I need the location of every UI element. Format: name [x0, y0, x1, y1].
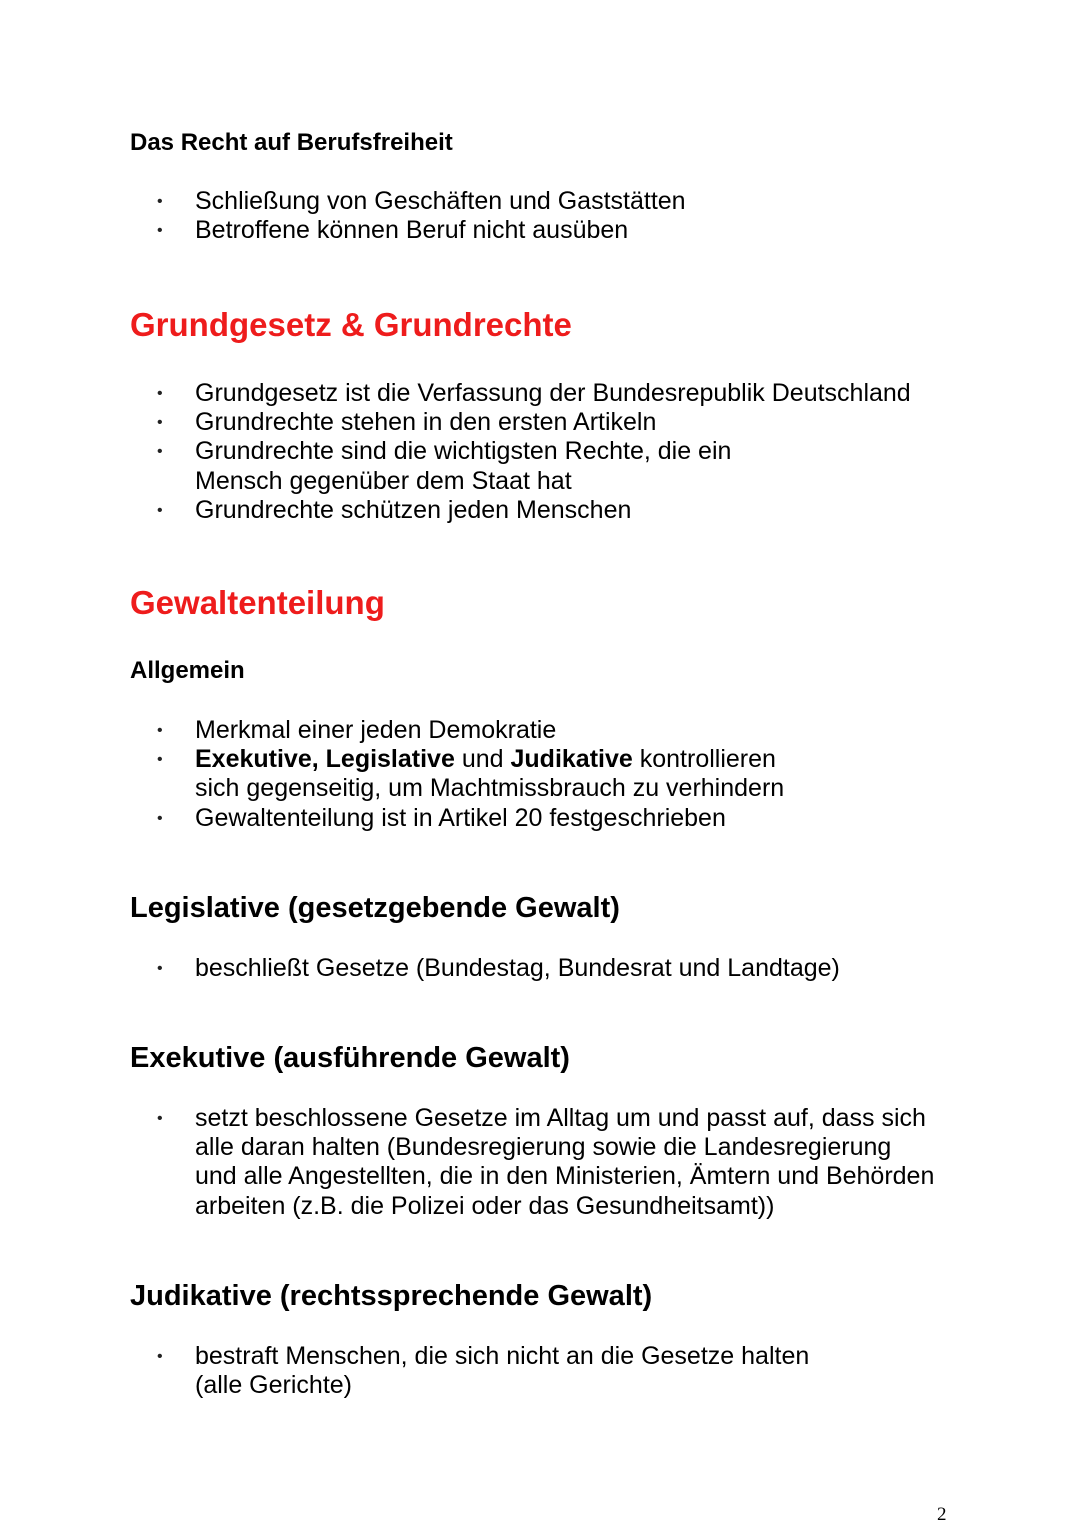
list-item: • Betroffene können Beruf nicht ausüben	[157, 216, 629, 245]
heading-gewaltenteilung: Gewaltenteilung	[130, 584, 385, 621]
heading-judikative: Judikative (rechtssprechende Gewalt)	[130, 1280, 653, 1312]
bullet-icon: •	[157, 193, 163, 210]
bullet-icon: •	[157, 960, 163, 977]
bullet-icon: •	[157, 1110, 163, 1127]
page-number: 2	[937, 1504, 947, 1525]
list-item: • bestraft Menschen, die sich nicht an die Gesetze halten (alle Gerichte)	[157, 1342, 810, 1400]
bullet-icon: •	[157, 385, 163, 402]
list-item: • Merkmal einer jeden Demokratie	[157, 716, 557, 744]
list-item: • setzt beschlossene Gesetze im Alltag um und passt auf, dass sich alle daran halten (Bundesregierung sowie die Landesregierung und alle Angestellten, die in den Ministerien, Ämtern und Behörden arbeiten (z.B. die Polizei oder das Gesundheitsamt))	[157, 1104, 935, 1220]
bullet-icon: •	[157, 501, 163, 519]
list-item: • Grundgesetz ist die Verfassung der Bundesrepublik Deutschland	[157, 379, 911, 407]
list-item: • Gewaltenteilung ist in Artikel 20 festgeschrieben	[157, 803, 726, 832]
heading-berufsfreiheit: Das Recht auf Berufsfreiheit	[130, 129, 453, 156]
list-item: • Grundrechte stehen in den ersten Artikeln	[157, 408, 657, 437]
heading-legislative: Legislative (gesetzgebende Gewalt)	[130, 892, 620, 924]
list-berufsfreiheit	[0, 187, 975, 245]
list-item: • Grundrechte sind die wichtigsten Rechte, die ein Mensch gegenüber dem Staat hat	[157, 437, 732, 495]
bullet-icon: •	[157, 809, 163, 827]
list-item: • beschließt Gesetze (Bundestag, Bundesrat und Landtage)	[157, 954, 840, 982]
list-legislative	[0, 954, 975, 983]
bullet-icon: •	[157, 751, 163, 769]
list-allgemein	[0, 716, 975, 833]
heading-grundgesetz: Grundgesetz & Grundrechte	[130, 306, 572, 343]
bullet-icon: •	[157, 222, 163, 240]
subheading-allgemein: Allgemein	[130, 657, 245, 684]
bullet-icon: •	[157, 443, 163, 461]
list-item: • Schließung von Geschäften und Gaststätten	[157, 187, 686, 215]
bullet-icon: •	[157, 722, 163, 739]
bullet-icon: •	[157, 1348, 163, 1365]
list-item: • Exekutive, Legislative und Judikative kontrollieren sich gegenseitig, um Machtmissbrauch zu verhindern	[157, 745, 785, 803]
heading-exekutive: Exekutive (ausführende Gewalt)	[130, 1042, 570, 1074]
list-item: • Grundrechte schützen jeden Menschen	[157, 495, 632, 524]
list-grundgesetz	[0, 379, 975, 525]
list-judikative	[0, 1342, 975, 1400]
bullet-icon: •	[157, 414, 163, 432]
list-exekutive	[0, 1104, 975, 1221]
